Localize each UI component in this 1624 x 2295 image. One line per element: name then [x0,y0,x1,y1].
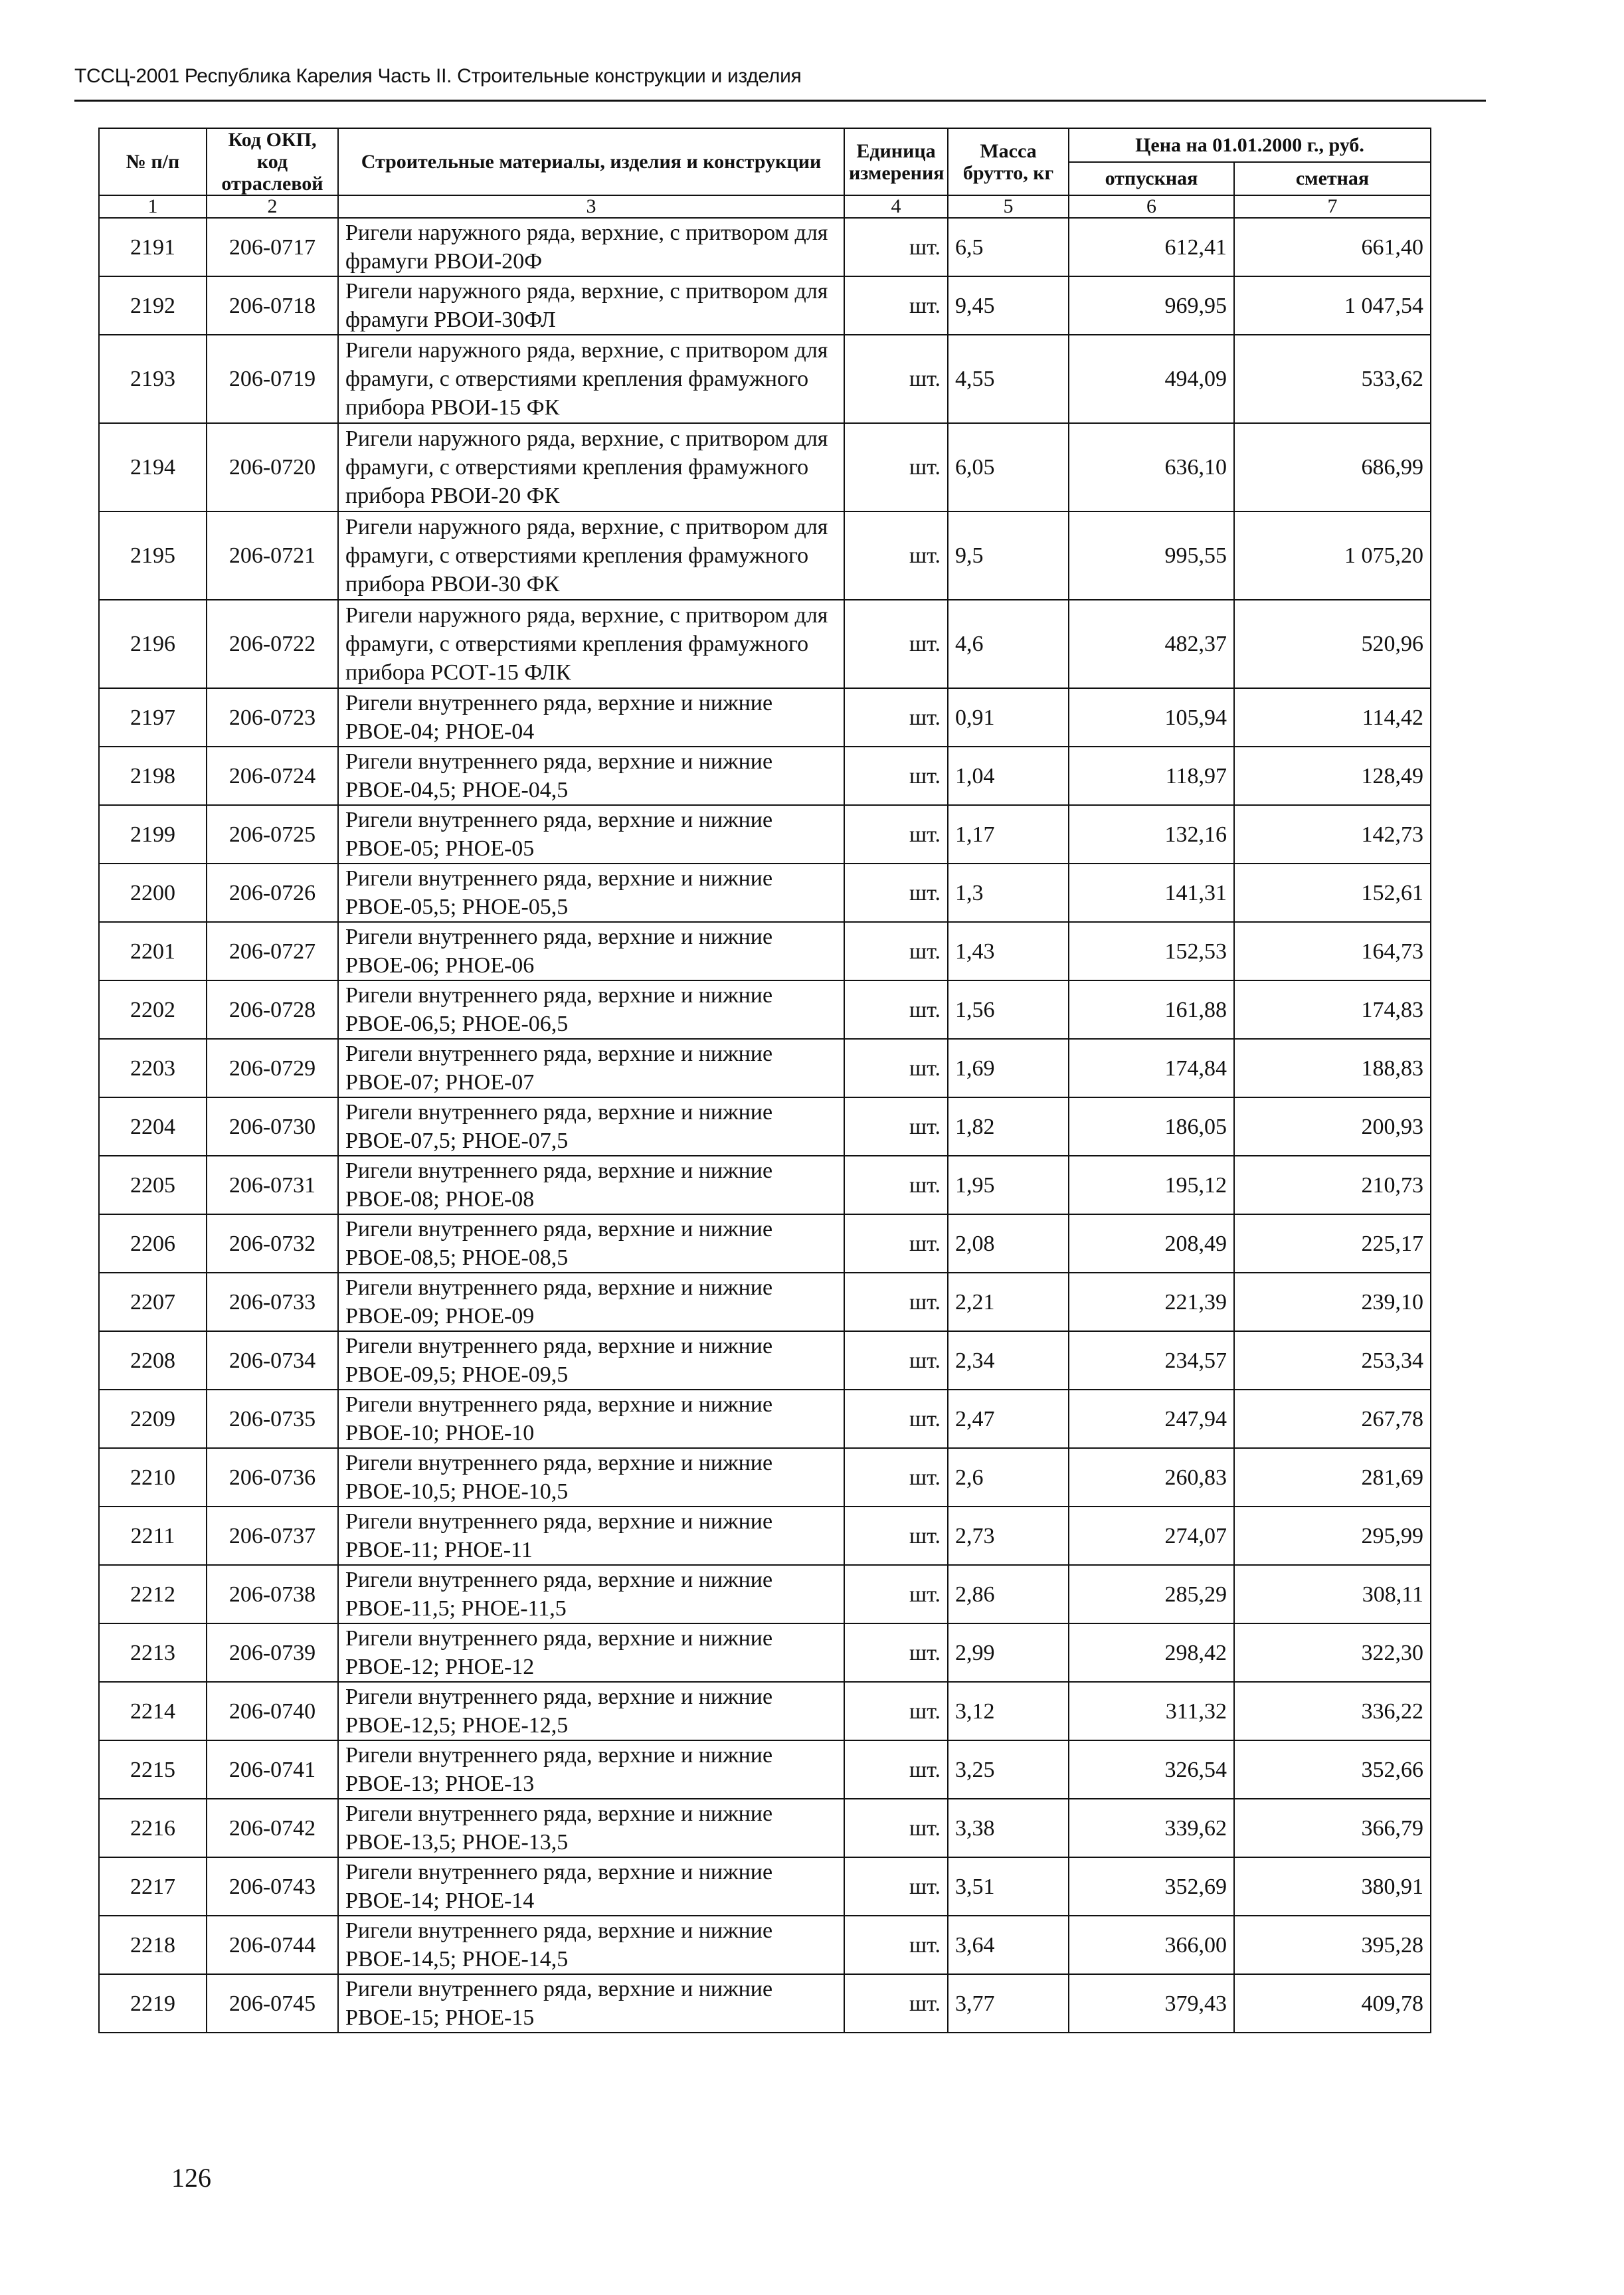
row-number: 2219 [99,1974,207,2033]
table-row [99,1156,1431,1214]
okp-code: 206-0740 [207,1682,338,1740]
unit-of-measure: шт. [844,1039,948,1097]
table-row [99,1097,1431,1156]
item-name: Ригели внутреннего ряда, верхние и нижние РВОЕ-05,5; РНОЕ-05,5 [338,864,844,922]
gross-mass: 3,51 [948,1857,1069,1916]
column-number: 6 [1069,195,1234,218]
item-name: Ригели внутреннего ряда, верхние и нижние РВОЕ-04; РНОЕ-04 [338,688,844,747]
table-row [99,1214,1431,1273]
okp-code: 206-0730 [207,1097,338,1156]
gross-mass: 3,25 [948,1740,1069,1799]
okp-code: 206-0743 [207,1857,338,1916]
price-wholesale: 234,57 [1069,1331,1234,1390]
price-estimate: 336,22 [1234,1682,1431,1740]
col-header-code: Код ОКП, код отраслевой [207,128,338,195]
table-row [99,1682,1431,1740]
row-number: 2212 [99,1565,207,1623]
row-number: 2201 [99,922,207,980]
price-estimate: 520,96 [1234,600,1431,688]
price-estimate: 200,93 [1234,1097,1431,1156]
price-wholesale: 326,54 [1069,1740,1234,1799]
unit-of-measure: шт. [844,1214,948,1273]
gross-mass: 3,77 [948,1974,1069,2033]
item-name: Ригели внутреннего ряда, верхние и нижние РВОЕ-12,5; РНОЕ-12,5 [338,1682,844,1740]
item-name: Ригели внутреннего ряда, верхние и нижние РВОЕ-08,5; РНОЕ-08,5 [338,1214,844,1273]
col-header-price-est: сметная [1234,162,1431,196]
row-number: 2205 [99,1156,207,1214]
row-number: 2202 [99,980,207,1039]
col-header-mass: Масса брутто, кг [948,128,1069,195]
unit-of-measure: шт. [844,1331,948,1390]
price-wholesale: 221,39 [1069,1273,1234,1331]
price-wholesale: 636,10 [1069,423,1234,511]
okp-code: 206-0731 [207,1156,338,1214]
item-name: Ригели внутреннего ряда, верхние и нижние РВОЕ-13; РНОЕ-13 [338,1740,844,1799]
item-name: Ригели наружного ряда, верхние, с притвором для фрамуги, с отверстиями крепления фрамужного прибора РВОИ-15 ФК [338,335,844,423]
column-number: 2 [207,195,338,218]
row-number: 2192 [99,276,207,335]
gross-mass: 2,34 [948,1331,1069,1390]
item-name: Ригели внутреннего ряда, верхние и нижние РВОЕ-11; РНОЕ-11 [338,1507,844,1565]
price-estimate: 142,73 [1234,805,1431,864]
row-number: 2208 [99,1331,207,1390]
item-name: Ригели внутреннего ряда, верхние и нижние РВОЕ-14,5; РНОЕ-14,5 [338,1916,844,1974]
table-row [99,1623,1431,1682]
unit-of-measure: шт. [844,922,948,980]
item-name: Ригели внутреннего ряда, верхние и нижние РВОЕ-06; РНОЕ-06 [338,922,844,980]
gross-mass: 1,95 [948,1156,1069,1214]
unit-of-measure: шт. [844,1974,948,2033]
price-wholesale: 995,55 [1069,511,1234,600]
okp-code: 206-0735 [207,1390,338,1448]
row-number: 2191 [99,218,207,276]
row-number: 2211 [99,1507,207,1565]
col-header-name: Строительные материалы, изделия и конструкции [338,128,844,195]
price-wholesale: 208,49 [1069,1214,1234,1273]
okp-code: 206-0734 [207,1331,338,1390]
item-name: Ригели наружного ряда, верхние, с притвором для фрамуги, с отверстиями крепления фрамужного прибора РСОТ-15 ФЛК [338,600,844,688]
price-wholesale: 352,69 [1069,1857,1234,1916]
price-wholesale: 366,00 [1069,1916,1234,1974]
price-wholesale: 174,84 [1069,1039,1234,1097]
okp-code: 206-0736 [207,1448,338,1507]
table-row [99,1740,1431,1799]
row-number: 2195 [99,511,207,600]
row-number: 2204 [99,1097,207,1156]
unit-of-measure: шт. [844,1448,948,1507]
column-number: 5 [948,195,1069,218]
table-row [99,747,1431,805]
table-row [99,600,1431,688]
item-name: Ригели внутреннего ряда, верхние и нижние РВОЕ-09,5; РНОЕ-09,5 [338,1331,844,1390]
table-row [99,1916,1431,1974]
table-row [99,1448,1431,1507]
okp-code: 206-0720 [207,423,338,511]
row-number: 2203 [99,1039,207,1097]
okp-code: 206-0738 [207,1565,338,1623]
unit-of-measure: шт. [844,600,948,688]
row-number: 2194 [99,423,207,511]
price-wholesale: 195,12 [1069,1156,1234,1214]
table-row [99,980,1431,1039]
item-name: Ригели внутреннего ряда, верхние и нижние РВОЕ-07,5; РНОЕ-07,5 [338,1097,844,1156]
unit-of-measure: шт. [844,1799,948,1857]
okp-code: 206-0732 [207,1214,338,1273]
price-estimate: 380,91 [1234,1857,1431,1916]
table-row [99,335,1431,423]
okp-code: 206-0741 [207,1740,338,1799]
running-header: ТССЦ-2001 Республика Карелия Часть II. Строительные конструкции и изделия [74,65,802,87]
gross-mass: 1,69 [948,1039,1069,1097]
item-name: Ригели внутреннего ряда, верхние и нижние РВОЕ-14; РНОЕ-14 [338,1857,844,1916]
price-wholesale: 260,83 [1069,1448,1234,1507]
unit-of-measure: шт. [844,511,948,600]
unit-of-measure: шт. [844,688,948,747]
price-wholesale: 969,95 [1069,276,1234,335]
price-wholesale: 247,94 [1069,1390,1234,1448]
unit-of-measure: шт. [844,864,948,922]
table-row [99,1565,1431,1623]
table-row [99,1039,1431,1097]
gross-mass: 2,47 [948,1390,1069,1448]
price-wholesale: 105,94 [1069,688,1234,747]
price-wholesale: 132,16 [1069,805,1234,864]
row-number: 2196 [99,600,207,688]
price-estimate: 295,99 [1234,1507,1431,1565]
gross-mass: 6,05 [948,423,1069,511]
item-name: Ригели внутреннего ряда, верхние и нижние РВОЕ-11,5; РНОЕ-11,5 [338,1565,844,1623]
item-name: Ригели наружного ряда, верхние, с притвором для фрамуги РВОИ-30ФЛ [338,276,844,335]
row-number: 2206 [99,1214,207,1273]
row-number: 2218 [99,1916,207,1974]
okp-code: 206-0739 [207,1623,338,1682]
gross-mass: 1,04 [948,747,1069,805]
price-wholesale: 494,09 [1069,335,1234,423]
unit-of-measure: шт. [844,1097,948,1156]
table-row [99,1331,1431,1390]
okp-code: 206-0744 [207,1916,338,1974]
row-number: 2207 [99,1273,207,1331]
okp-code: 206-0733 [207,1273,338,1331]
column-numbers-row [99,195,1431,218]
okp-code: 206-0717 [207,218,338,276]
row-number: 2214 [99,1682,207,1740]
unit-of-measure: шт. [844,1682,948,1740]
okp-code: 206-0728 [207,980,338,1039]
price-estimate: 128,49 [1234,747,1431,805]
okp-code: 206-0718 [207,276,338,335]
gross-mass: 0,91 [948,688,1069,747]
table-row [99,1273,1431,1331]
column-number: 7 [1234,195,1431,218]
table-row [99,922,1431,980]
price-wholesale: 141,31 [1069,864,1234,922]
okp-code: 206-0729 [207,1039,338,1097]
price-wholesale: 298,42 [1069,1623,1234,1682]
price-estimate: 210,73 [1234,1156,1431,1214]
col-header-price-out: отпускная [1069,162,1234,196]
gross-mass: 3,38 [948,1799,1069,1857]
gross-mass: 9,5 [948,511,1069,600]
unit-of-measure: шт. [844,276,948,335]
table-row [99,1390,1431,1448]
item-name: Ригели внутреннего ряда, верхние и нижние РВОЕ-12; РНОЕ-12 [338,1623,844,1682]
item-name: Ригели внутреннего ряда, верхние и нижние РВОЕ-10,5; РНОЕ-10,5 [338,1448,844,1507]
price-estimate: 188,83 [1234,1039,1431,1097]
column-number: 3 [338,195,844,218]
item-name: Ригели внутреннего ряда, верхние и нижние РВОЕ-06,5; РНОЕ-06,5 [338,980,844,1039]
item-name: Ригели наружного ряда, верхние, с притвором для фрамуги РВОИ-20Ф [338,218,844,276]
gross-mass: 3,12 [948,1682,1069,1740]
price-wholesale: 612,41 [1069,218,1234,276]
table-row [99,276,1431,335]
table-row [99,864,1431,922]
row-number: 2210 [99,1448,207,1507]
okp-code: 206-0737 [207,1507,338,1565]
okp-code: 206-0727 [207,922,338,980]
price-wholesale: 482,37 [1069,600,1234,688]
gross-mass: 2,73 [948,1507,1069,1565]
table-row [99,805,1431,864]
item-name: Ригели внутреннего ряда, верхние и нижние РВОЕ-04,5; РНОЕ-04,5 [338,747,844,805]
table-row [99,218,1431,276]
row-number: 2215 [99,1740,207,1799]
price-estimate: 308,11 [1234,1565,1431,1623]
price-estimate: 395,28 [1234,1916,1431,1974]
col-header-unit: Единица измерения [844,128,948,195]
table-row [99,1799,1431,1857]
okp-code: 206-0725 [207,805,338,864]
price-estimate: 152,61 [1234,864,1431,922]
okp-code: 206-0721 [207,511,338,600]
gross-mass: 1,3 [948,864,1069,922]
column-number: 1 [99,195,207,218]
item-name: Ригели внутреннего ряда, верхние и нижние РВОЕ-08; РНОЕ-08 [338,1156,844,1214]
unit-of-measure: шт. [844,335,948,423]
price-wholesale: 118,97 [1069,747,1234,805]
gross-mass: 2,6 [948,1448,1069,1507]
unit-of-measure: шт. [844,1857,948,1916]
price-estimate: 225,17 [1234,1214,1431,1273]
okp-code: 206-0722 [207,600,338,688]
unit-of-measure: шт. [844,980,948,1039]
okp-code: 206-0726 [207,864,338,922]
price-estimate: 533,62 [1234,335,1431,423]
unit-of-measure: шт. [844,1740,948,1799]
price-estimate: 239,10 [1234,1273,1431,1331]
gross-mass: 4,55 [948,335,1069,423]
row-number: 2200 [99,864,207,922]
gross-mass: 2,21 [948,1273,1069,1331]
okp-code: 206-0724 [207,747,338,805]
unit-of-measure: шт. [844,1916,948,1974]
okp-code: 206-0723 [207,688,338,747]
gross-mass: 2,99 [948,1623,1069,1682]
price-estimate: 366,79 [1234,1799,1431,1857]
price-estimate: 164,73 [1234,922,1431,980]
unit-of-measure: шт. [844,1273,948,1331]
price-estimate: 322,30 [1234,1623,1431,1682]
header-rule [74,100,1486,102]
price-estimate: 267,78 [1234,1390,1431,1448]
item-name: Ригели внутреннего ряда, верхние и нижние РВОЕ-09; РНОЕ-09 [338,1273,844,1331]
gross-mass: 3,64 [948,1916,1069,1974]
price-wholesale: 285,29 [1069,1565,1234,1623]
table-row [99,511,1431,600]
item-name: Ригели внутреннего ряда, верхние и нижние РВОЕ-10; РНОЕ-10 [338,1390,844,1448]
col-header-price-group: Цена на 01.01.2000 г., руб. [1069,128,1431,162]
price-wholesale: 161,88 [1069,980,1234,1039]
row-number: 2197 [99,688,207,747]
row-number: 2217 [99,1857,207,1916]
price-estimate: 114,42 [1234,688,1431,747]
price-estimate: 281,69 [1234,1448,1431,1507]
item-name: Ригели наружного ряда, верхние, с притвором для фрамуги, с отверстиями крепления фрамужного прибора РВОИ-30 ФК [338,511,844,600]
column-number: 4 [844,195,948,218]
item-name: Ригели внутреннего ряда, верхние и нижние РВОЕ-07; РНОЕ-07 [338,1039,844,1097]
table-row [99,688,1431,747]
table-row [99,1507,1431,1565]
price-wholesale: 311,32 [1069,1682,1234,1740]
table-row [99,1857,1431,1916]
unit-of-measure: шт. [844,423,948,511]
unit-of-measure: шт. [844,218,948,276]
gross-mass: 9,45 [948,276,1069,335]
okp-code: 206-0719 [207,335,338,423]
gross-mass: 1,43 [948,922,1069,980]
item-name: Ригели наружного ряда, верхние, с притвором для фрамуги, с отверстиями крепления фрамужного прибора РВОИ-20 ФК [338,423,844,511]
row-number: 2216 [99,1799,207,1857]
unit-of-measure: шт. [844,1390,948,1448]
price-estimate: 352,66 [1234,1740,1431,1799]
price-estimate: 661,40 [1234,218,1431,276]
price-wholesale: 379,43 [1069,1974,1234,2033]
unit-of-measure: шт. [844,1156,948,1214]
row-number: 2199 [99,805,207,864]
row-number: 2213 [99,1623,207,1682]
row-number: 2198 [99,747,207,805]
row-number: 2193 [99,335,207,423]
gross-mass: 4,6 [948,600,1069,688]
price-wholesale: 186,05 [1069,1097,1234,1156]
unit-of-measure: шт. [844,1623,948,1682]
col-header-num: № п/п [99,128,207,195]
okp-code: 206-0742 [207,1799,338,1857]
okp-code: 206-0745 [207,1974,338,2033]
table-row [99,423,1431,511]
gross-mass: 1,82 [948,1097,1069,1156]
unit-of-measure: шт. [844,1565,948,1623]
unit-of-measure: шт. [844,1507,948,1565]
price-estimate: 409,78 [1234,1974,1431,2033]
price-estimate: 686,99 [1234,423,1431,511]
item-name: Ригели внутреннего ряда, верхние и нижние РВОЕ-13,5; РНОЕ-13,5 [338,1799,844,1857]
price-table [98,128,1431,2033]
price-estimate: 1 075,20 [1234,511,1431,600]
gross-mass: 1,17 [948,805,1069,864]
gross-mass: 2,86 [948,1565,1069,1623]
price-estimate: 253,34 [1234,1331,1431,1390]
unit-of-measure: шт. [844,805,948,864]
price-estimate: 174,83 [1234,980,1431,1039]
gross-mass: 1,56 [948,980,1069,1039]
table-row [99,1974,1431,2033]
price-wholesale: 152,53 [1069,922,1234,980]
item-name: Ригели внутреннего ряда, верхние и нижние РВОЕ-15; РНОЕ-15 [338,1974,844,2033]
gross-mass: 2,08 [948,1214,1069,1273]
row-number: 2209 [99,1390,207,1448]
gross-mass: 6,5 [948,218,1069,276]
unit-of-measure: шт. [844,747,948,805]
item-name: Ригели внутреннего ряда, верхние и нижние РВОЕ-05; РНОЕ-05 [338,805,844,864]
price-wholesale: 274,07 [1069,1507,1234,1565]
price-estimate: 1 047,54 [1234,276,1431,335]
page-number: 126 [171,2163,211,2193]
price-wholesale: 339,62 [1069,1799,1234,1857]
